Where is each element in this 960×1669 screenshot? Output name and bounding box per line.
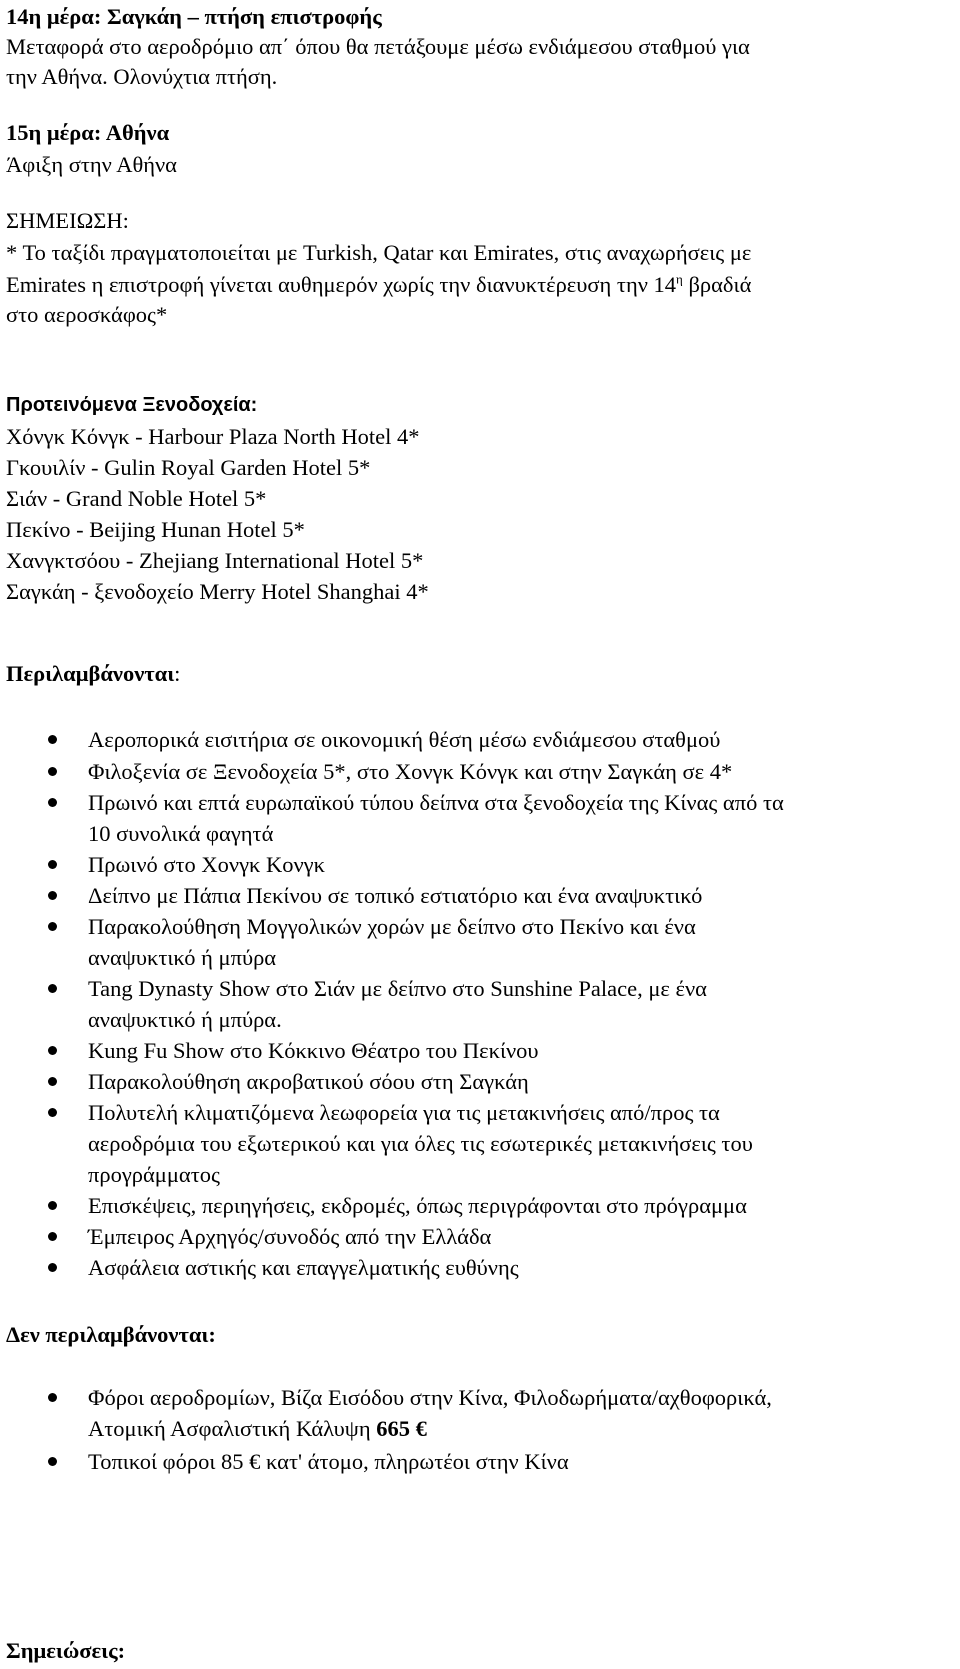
hotels-heading: Προτεινόμενα Ξενοδοχεία: — [6, 394, 258, 416]
bullet-dot — [48, 984, 57, 993]
day15-line1: Άφιξη στην Αθήνα — [6, 152, 177, 177]
note-line3: στο αεροσκάφος* — [6, 302, 168, 327]
not-included-item1-line2-a: Ατομική Ασφαλιστική Κάλυψη — [88, 1416, 377, 1441]
bullet-dot — [48, 1232, 57, 1241]
not-included-heading: Δεν περιλαμβάνονται: — [6, 1322, 216, 1347]
bullet-dot — [48, 922, 57, 931]
note-line2-sup: η — [676, 271, 683, 287]
bullet-dot — [48, 1393, 57, 1402]
included-item-text: Πρωινό στο Χονγκ Κονγκ — [88, 852, 325, 877]
note-line2-a: Emirates η επιστροφή γίνεται αυθημερόν χωρίς την διανυκτέρευση την 14 — [6, 272, 677, 297]
included-item-text: Πρωινό και επτά ευρωπαϊκού τύπου δείπνα στα ξενοδοχεία της Κίνας από τα — [88, 790, 784, 815]
day14-line2: την Αθήνα. Ολονύχτια πτήση. — [6, 64, 278, 89]
included-item-text: Παρακολούθηση Μογγολικών χορών με δείπνο στο Πεκίνο και ένα — [88, 914, 696, 939]
bullet-dot — [48, 798, 57, 807]
hotel-item: Πεκίνο - Beijing Hunan Hotel 5* — [6, 517, 305, 542]
not-included-item2: Τοπικοί φόροι 85 € κατ' άτομο, πληρωτέοι στην Κίνα — [88, 1449, 569, 1474]
included-item-text: Ασφάλεια αστικής και επαγγελματικής ευθύνης — [88, 1255, 519, 1280]
hotel-item: Χανγκτσόου - Zhejiang International Hotel 5* — [6, 548, 424, 573]
included-item-text: Αεροπορικά εισιτήρια σε οικονομική θέση μέσω ενδιάμεσου σταθμού — [88, 727, 721, 752]
included-heading-colon: : — [174, 661, 181, 686]
note-line1: * Το ταξίδι πραγματοποιείται με Turkish, Qatar και Emirates, στις αναχωρήσεις με — [6, 240, 752, 265]
included-item-text: Kung Fu Show στο Κόκκινο Θέατρο του Πεκίνου — [88, 1038, 539, 1063]
included-item-text: προγράμματος — [88, 1162, 220, 1187]
included-item-text: Δείπνο με Πάπια Πεκίνου σε τοπικό εστιατόριο και ένα αναψυκτικό — [88, 883, 703, 908]
included-item-text: Tang Dynasty Show στο Σιάν με δείπνο στο Sunshine Palace, με ένα — [88, 976, 707, 1001]
included-item-text: 10 συνολικά φαγητά — [88, 821, 274, 846]
day14-title: 14η μέρα: Σαγκάη – πτήση επιστροφής — [6, 4, 382, 29]
not-included-item1-line2 — [88, 1413, 427, 1444]
bullet-dot — [48, 767, 57, 776]
included-item-text: Πολυτελή κλιματιζόμενα λεωφορεία για τις μετακινήσεις από/προς τα — [88, 1100, 720, 1125]
day15-title: 15η μέρα: Αθήνα — [6, 120, 170, 145]
hotel-item: Σιάν - Grand Noble Hotel 5* — [6, 486, 267, 511]
bullet-dot — [48, 1263, 57, 1272]
day14-line1: Μεταφορά στο αεροδρόμιο απ΄ όπου θα πετάξουμε μέσω ενδιάμεσου σταθμού για — [6, 34, 750, 59]
note-line2 — [6, 270, 751, 300]
note-heading: ΣΗΜΕΙΩΣΗ: — [6, 208, 129, 233]
bullet-dot — [48, 1046, 57, 1055]
included-item-text: Έμπειρος Αρχηγός/συνοδός από την Ελλάδα — [88, 1224, 492, 1249]
included-item-text: Επισκέψεις, περιηγήσεις, εκδρομές, όπως περιγράφονται στο πρόγραμμα — [88, 1193, 747, 1218]
included-item-text: αναψυκτικό ή μπύρα. — [88, 1007, 282, 1032]
bullet-dot — [48, 1201, 57, 1210]
hotel-item: Γκουιλίν - Gulin Royal Garden Hotel 5* — [6, 455, 371, 480]
included-item-text: αεροδρόμια του εξωτερικού και για όλες τις εσωτερικές μετακινήσεις του — [88, 1131, 753, 1156]
not-included-item1-line1: Φόροι αεροδρομίων, Βίζα Εισόδου στην Κίνα, Φιλοδωρήματα/αχθοφορικά, — [88, 1385, 772, 1410]
notes-heading: Σημειώσεις: — [6, 1638, 126, 1663]
not-included-price: 665 € — [376, 1416, 427, 1441]
bullet-dot — [48, 860, 57, 869]
bullet-dot — [48, 1108, 57, 1117]
bullet-dot — [48, 735, 57, 744]
bullet-dot — [48, 1077, 57, 1086]
hotel-item: Σαγκάη - ξενοδοχείο Merry Hotel Shanghai 4* — [6, 579, 429, 604]
included-heading: Περιλαμβάνονται — [6, 661, 175, 686]
included-item-text: Φιλοξενία σε Ξενοδοχεία 5*, στο Χονγκ Κόνγκ και στην Σαγκάη σε 4* — [88, 759, 733, 784]
note-line2-b: βραδιά — [682, 272, 752, 297]
included-item-text: Παρακολούθηση ακροβατικού σόου στη Σαγκάη — [88, 1069, 529, 1094]
bullet-dot — [48, 891, 57, 900]
bullet-dot — [48, 1457, 57, 1466]
included-heading-line — [6, 659, 180, 689]
hotel-item: Χόνγκ Κόνγκ - Harbour Plaza North Hotel 4* — [6, 424, 420, 449]
included-item-text: αναψυκτικό ή μπύρα — [88, 945, 277, 970]
